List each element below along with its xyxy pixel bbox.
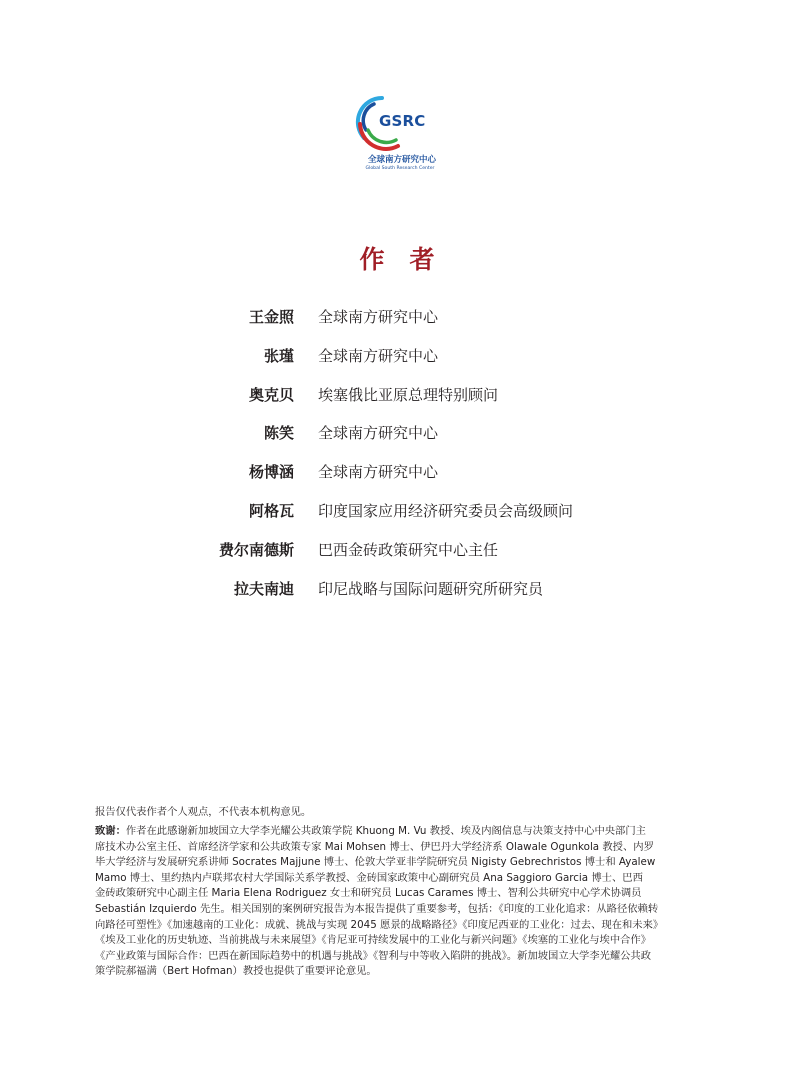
author-org: 印度国家应用经济研究委员会高级顾问 xyxy=(318,501,574,520)
ack-line: 《产业政策与国际合作：巴西在新国际趋势中的机遇与挑战》《智利与中等收入陷阱的挑战》。新加坡国立大学李光耀公共政 xyxy=(95,949,652,962)
ack-line: 席技术办公室主任、首席经济学家和公共政策专家 Mai Mohsen 博士、伊巴丹大学经济系 Olawale Ogunkola 教授、内罗 xyxy=(95,840,654,853)
author-row xyxy=(0,345,794,384)
author-name: 杨博涵 xyxy=(248,463,294,482)
logo-mark: GSRC xyxy=(379,112,426,130)
ack-line: 《埃及工业化的历史轨迹、当前挑战与未来展望》《肯尼亚可持续发展中的工业化与新兴问题》《埃塞的工业化与埃中合作》 xyxy=(95,934,652,947)
author-org: 印尼战略与国际问题研究所研究员 xyxy=(318,579,544,598)
ack-line: Sebastián Izquierdo 先生。相关国别的案例研究报告为本报告提供了重要参考，包括：《印度的工业化追求：从路径依赖转 xyxy=(95,902,659,915)
author-org: 全球南方研究中心 xyxy=(318,308,439,326)
author-list xyxy=(0,306,794,616)
author-name: 费尔南德斯 xyxy=(218,540,294,559)
author-row xyxy=(0,500,794,539)
author-name: 拉夫南迪 xyxy=(233,579,294,598)
author-row xyxy=(0,306,794,345)
ack-line xyxy=(95,824,705,840)
page-title: 作 者 xyxy=(359,245,435,274)
author-row xyxy=(0,422,794,461)
author-name: 奥克贝 xyxy=(248,385,294,404)
ack-line: 毕大学经济与发展研究系讲师 Socrates Majjune 博士、伦敦大学亚非学院研究员 Nigisty Gebrechristos 博士和 Ayalew xyxy=(95,856,656,869)
author-name: 陈笑 xyxy=(263,424,294,443)
author-row xyxy=(0,539,794,578)
gsrc-logo xyxy=(352,90,448,176)
logo-name-en: Global South Research Center xyxy=(365,166,435,171)
author-name: 王金照 xyxy=(248,308,294,326)
author-row xyxy=(0,578,794,617)
ack-line: Mamo 博士、里约热内卢联邦农村大学国际关系学教授、金砖国家政策中心副研究员 Ana Saggioro Garcia 博士、巴西 xyxy=(95,871,643,884)
author-org: 全球南方研究中心 xyxy=(318,463,439,482)
author-row xyxy=(0,384,794,423)
author-name: 张瑾 xyxy=(263,346,294,365)
disclaimer: 报告仅代表作者个人观点，不代表本机构意见。 xyxy=(95,806,312,818)
author-org: 全球南方研究中心 xyxy=(318,424,439,443)
ack-text: 作者在此感谢新加坡国立大学李光耀公共政策学院 Khuong M. Vu 教授、埃及内阁信息与决策支持中心中央部门主 xyxy=(125,825,646,837)
author-name: 阿格瓦 xyxy=(248,501,294,520)
author-row xyxy=(0,461,794,500)
ack-line: 策学院郝福满（Bert Hofman）教授也提供了重要评论意见。 xyxy=(95,965,377,978)
ack-line: 金砖政策研究中心副主任 Maria Elena Rodriguez 女士和研究员 Lucas Carames 博士、智利公共研究中心学术协调员 xyxy=(95,887,642,900)
ack-lead: 致谢： xyxy=(95,825,126,837)
ack-line: 向路径可塑性》《加速越南的工业化：成就、挑战与实现 2045 愿景的战略路径》《印度尼西亚的工业化：过去、现在和未来》 xyxy=(95,918,664,931)
acknowledgement xyxy=(95,824,705,980)
logo-name-cn: 全球南方研究中心 xyxy=(367,155,436,165)
author-org: 全球南方研究中心 xyxy=(318,346,439,365)
author-org: 埃塞俄比亚原总理特别顾问 xyxy=(318,385,499,404)
author-org: 巴西金砖政策研究中心主任 xyxy=(318,540,499,559)
